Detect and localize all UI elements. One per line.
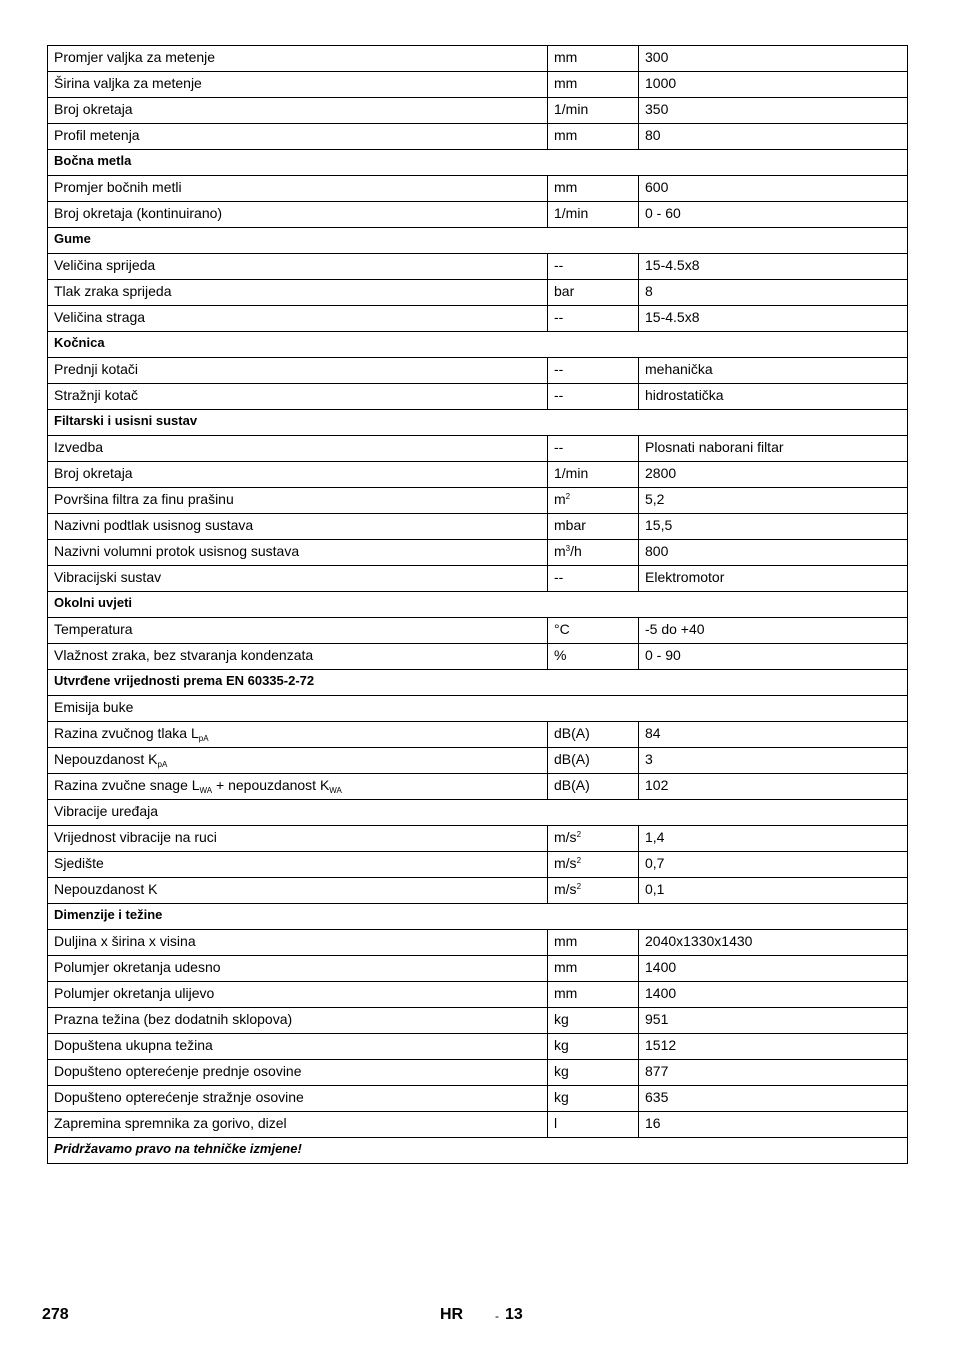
unit-text: %: [554, 647, 567, 663]
parameter-label: [48, 384, 548, 410]
value-cell: [639, 46, 908, 72]
value-text: hidrostatička: [645, 387, 724, 403]
value-cell: [639, 774, 908, 800]
unit-cell: [548, 306, 639, 332]
label-text: Okolni uvjeti: [54, 595, 133, 610]
label-text: Filtarski i usisni sustav: [54, 413, 198, 428]
parameter-label: [48, 1086, 548, 1112]
parameter-label: [48, 826, 548, 852]
value-cell: [639, 488, 908, 514]
label-text: Vlažnost zraka, bez stvaranja kondenzata: [54, 647, 314, 663]
value-text: 951: [645, 1011, 669, 1027]
value-cell: [639, 1008, 908, 1034]
value-cell: [639, 306, 908, 332]
value-cell: [639, 1034, 908, 1060]
label-text: Vrijednost vibracije na ruci: [54, 829, 217, 845]
table-row: [48, 618, 908, 644]
unit-text: mm: [554, 127, 578, 143]
value-text: 600: [645, 179, 669, 195]
unit-text: dB(A): [554, 751, 590, 767]
value-cell: [639, 384, 908, 410]
parameter-label: [48, 254, 548, 280]
value-cell: [639, 878, 908, 904]
unit-superscript: 3: [565, 544, 571, 553]
parameter-label: [48, 1060, 548, 1086]
label-text: Gume: [54, 231, 91, 246]
technical-data-body: [48, 46, 908, 1164]
parameter-label: [48, 852, 548, 878]
section-header: [48, 410, 908, 436]
unit-cell: [548, 1008, 639, 1034]
label-text: Stražnji kotač: [54, 387, 139, 403]
value-cell: [639, 566, 908, 592]
unit-text: kg: [554, 1011, 569, 1027]
value-text: Elektromotor: [645, 569, 725, 585]
label-text: Sjedište: [54, 855, 104, 871]
label-text: Vibracijski sustav: [54, 569, 162, 585]
table-row: [48, 124, 908, 150]
label-text: Pridržavamo pravo na tehničke izmjene!: [54, 1141, 302, 1156]
label-text: Razina zvučne snage L: [54, 777, 200, 793]
unit-cell: [548, 826, 639, 852]
unit-cell: [548, 1034, 639, 1060]
parameter-label: [48, 982, 548, 1008]
value-cell: [639, 98, 908, 124]
parameter-label: [48, 358, 548, 384]
unit-text: m/s: [554, 855, 577, 871]
value-cell: [639, 254, 908, 280]
unit-cell: [548, 722, 639, 748]
unit-text: °C: [554, 621, 570, 637]
table-row: [48, 176, 908, 202]
unit-text: 1/min: [554, 205, 589, 221]
table-row: [48, 280, 908, 306]
parameter-label: [48, 748, 548, 774]
unit-text: mm: [554, 985, 578, 1001]
label-text: Duljina x širina x visina: [54, 933, 196, 949]
label-text: Broj okretaja (kontinuirano): [54, 205, 223, 221]
label-text: Promjer bočnih metli: [54, 179, 182, 195]
label-text: Nazivni podtlak usisnog sustava: [54, 517, 254, 533]
parameter-label: [48, 124, 548, 150]
table-row: [48, 1060, 908, 1086]
table-row: [48, 1112, 908, 1138]
value-cell: [639, 202, 908, 228]
section-header-row: [48, 592, 908, 618]
unit-cell: [548, 566, 639, 592]
unit-text: m/s: [554, 881, 577, 897]
unit-superscript: 2: [576, 856, 582, 865]
unit-cell: [548, 540, 639, 566]
unit-cell: [548, 436, 639, 462]
subsection-label: [48, 800, 908, 826]
unit-text: m: [554, 491, 566, 507]
section-page-number: 13: [505, 1306, 523, 1323]
table-row: [48, 1034, 908, 1060]
label-text: Vibracije uređaja: [54, 803, 159, 819]
unit-cell: [548, 748, 639, 774]
value-text: 1400: [645, 959, 677, 975]
parameter-label: [48, 514, 548, 540]
unit-cell: [548, 1112, 639, 1138]
unit-cell: [548, 462, 639, 488]
unit-cell: [548, 98, 639, 124]
unit-cell: [548, 1060, 639, 1086]
parameter-label: [48, 644, 548, 670]
label-subscript: pA: [198, 734, 209, 743]
value-text: 102: [645, 777, 669, 793]
value-text: 635: [645, 1089, 669, 1105]
table-row: [48, 982, 908, 1008]
section-header-row: [48, 904, 908, 930]
label-text: Bočna metla: [54, 153, 132, 168]
label-text: Broj okretaja: [54, 101, 133, 117]
value-cell: [639, 982, 908, 1008]
value-cell: [639, 436, 908, 462]
value-cell: [639, 956, 908, 982]
value-cell: [639, 176, 908, 202]
label-text: Dopušteno opterećenje stražnje osovine: [54, 1089, 304, 1105]
table-row: [48, 46, 908, 72]
unit-cell: [548, 46, 639, 72]
unit-text-suffix: /h: [570, 543, 582, 559]
label-text: Prednji kotači: [54, 361, 139, 377]
label-text: Broj okretaja: [54, 465, 133, 481]
unit-cell: [548, 358, 639, 384]
table-row: [48, 488, 908, 514]
table-row: [48, 1008, 908, 1034]
language-code: HR: [440, 1306, 464, 1323]
label-text-continued: + nepouzdanost K: [212, 777, 330, 793]
value-cell: [639, 514, 908, 540]
unit-cell: [548, 384, 639, 410]
unit-cell: [548, 878, 639, 904]
value-text: 3: [645, 751, 653, 767]
table-row: [48, 644, 908, 670]
section-header-row: [48, 670, 908, 696]
unit-text: dB(A): [554, 777, 590, 793]
parameter-label: [48, 176, 548, 202]
label-text: Širina valjka za metenje: [54, 75, 202, 91]
value-text: 15,5: [645, 517, 673, 533]
parameter-label: [48, 722, 548, 748]
section-header: [48, 592, 908, 618]
value-text: 1512: [645, 1037, 677, 1053]
unit-cell: [548, 202, 639, 228]
unit-text: dB(A): [554, 725, 590, 741]
unit-cell: [548, 852, 639, 878]
value-cell: [639, 618, 908, 644]
value-cell: [639, 722, 908, 748]
parameter-label: [48, 540, 548, 566]
unit-text: mm: [554, 933, 578, 949]
unit-cell: [548, 176, 639, 202]
value-text: 877: [645, 1063, 669, 1079]
value-text: 84: [645, 725, 661, 741]
value-text: 1400: [645, 985, 677, 1001]
value-text: mehanička: [645, 361, 713, 377]
parameter-label: [48, 488, 548, 514]
unit-cell: [548, 124, 639, 150]
value-text: 80: [645, 127, 661, 143]
parameter-label: [48, 306, 548, 332]
label-text: Veličina sprijeda: [54, 257, 156, 273]
parameter-label: [48, 98, 548, 124]
table-row: [48, 306, 908, 332]
value-cell: [639, 1112, 908, 1138]
value-cell: [639, 930, 908, 956]
value-cell: [639, 280, 908, 306]
unit-text: 1/min: [554, 101, 589, 117]
parameter-label: [48, 462, 548, 488]
value-text: 8: [645, 283, 653, 299]
value-text: 5,2: [645, 491, 665, 507]
table-row: [48, 878, 908, 904]
label-text: Temperatura: [54, 621, 133, 637]
value-cell: [639, 72, 908, 98]
parameter-label: [48, 566, 548, 592]
parameter-label: [48, 956, 548, 982]
value-text: 0,7: [645, 855, 665, 871]
parameter-label: [48, 46, 548, 72]
unit-text: --: [554, 439, 564, 455]
table-row: [48, 202, 908, 228]
value-cell: [639, 644, 908, 670]
label-text: Zapremina spremnika za gorivo, dizel: [54, 1115, 287, 1131]
page-number: 278: [42, 1306, 69, 1323]
unit-text: mm: [554, 179, 578, 195]
unit-text: --: [554, 309, 564, 325]
value-cell: [639, 540, 908, 566]
unit-cell: [548, 1086, 639, 1112]
unit-cell: [548, 930, 639, 956]
subsection-label: [48, 696, 908, 722]
parameter-label: [48, 878, 548, 904]
table-row: [48, 956, 908, 982]
subsection-row: [48, 696, 908, 722]
label-text: Dimenzije i težine: [54, 907, 163, 922]
unit-text: --: [554, 569, 564, 585]
section-header: [48, 332, 908, 358]
label-text: Profil metenja: [54, 127, 140, 143]
table-row: [48, 540, 908, 566]
section-header-row: [48, 228, 908, 254]
label-text: Utvrđene vrijednosti prema EN 60335-2-72: [54, 673, 315, 688]
unit-text: l: [554, 1115, 558, 1131]
label-subscript: WA: [329, 786, 342, 795]
unit-text: --: [554, 387, 564, 403]
unit-text: kg: [554, 1063, 569, 1079]
label-text: Polumjer okretanja ulijevo: [54, 985, 215, 1001]
value-text: 1,4: [645, 829, 665, 845]
table-row: [48, 462, 908, 488]
unit-text: 1/min: [554, 465, 589, 481]
unit-text: kg: [554, 1037, 569, 1053]
table-row: [48, 358, 908, 384]
unit-cell: [548, 956, 639, 982]
label-text: Dopuštena ukupna težina: [54, 1037, 213, 1053]
value-cell: [639, 1086, 908, 1112]
parameter-label: [48, 774, 548, 800]
unit-text: --: [554, 361, 564, 377]
value-text: 1000: [645, 75, 677, 91]
unit-cell: [548, 644, 639, 670]
unit-cell: [548, 280, 639, 306]
unit-cell: [548, 982, 639, 1008]
section-header: [48, 150, 908, 176]
label-text: Polumjer okretanja udesno: [54, 959, 221, 975]
value-cell: [639, 358, 908, 384]
unit-superscript: 2: [565, 492, 571, 501]
table-row: [48, 514, 908, 540]
unit-text: mbar: [554, 517, 586, 533]
unit-cell: [548, 488, 639, 514]
label-text: Emisija buke: [54, 699, 134, 715]
unit-cell: [548, 774, 639, 800]
table-row: [48, 566, 908, 592]
value-text: 800: [645, 543, 669, 559]
unit-text: kg: [554, 1089, 569, 1105]
section-header: [48, 904, 908, 930]
value-text: 0,1: [645, 881, 665, 897]
table-row: [48, 72, 908, 98]
label-text: Razina zvučnog tlaka L: [54, 725, 199, 741]
section-header-row: [48, 410, 908, 436]
value-text: 300: [645, 49, 669, 65]
parameter-label: [48, 202, 548, 228]
parameter-label: [48, 72, 548, 98]
table-row: [48, 436, 908, 462]
label-text: Kočnica: [54, 335, 105, 350]
unit-text: m/s: [554, 829, 577, 845]
value-cell: [639, 826, 908, 852]
table-row: [48, 722, 908, 748]
note-row: [48, 1138, 908, 1164]
value-text: -5 do +40: [645, 621, 705, 637]
label-text: Nepouzdanost K: [54, 751, 158, 767]
technical-data-table: [47, 45, 908, 1164]
value-text: 16: [645, 1115, 661, 1131]
unit-cell: [548, 254, 639, 280]
label-text: Tlak zraka sprijeda: [54, 283, 172, 299]
value-cell: [639, 462, 908, 488]
unit-cell: [548, 514, 639, 540]
page-separator: -: [495, 1309, 499, 1323]
table-row: [48, 98, 908, 124]
subsection-row: [48, 800, 908, 826]
parameter-label: [48, 1034, 548, 1060]
table-row: [48, 384, 908, 410]
value-cell: [639, 852, 908, 878]
parameter-label: [48, 1112, 548, 1138]
value-cell: [639, 748, 908, 774]
table-row: [48, 930, 908, 956]
label-subscript: pA: [157, 760, 168, 769]
table-row: [48, 774, 908, 800]
parameter-label: [48, 436, 548, 462]
value-text: 15-4.5x8: [645, 257, 700, 273]
value-text: 15-4.5x8: [645, 309, 700, 325]
label-text: Dopušteno opterećenje prednje osovine: [54, 1063, 302, 1079]
value-text: 350: [645, 101, 669, 117]
value-text: Plosnati naborani filtar: [645, 439, 784, 455]
unit-text: mm: [554, 49, 578, 65]
parameter-label: [48, 618, 548, 644]
unit-text: bar: [554, 283, 575, 299]
value-cell: [639, 124, 908, 150]
section-header-row: [48, 332, 908, 358]
table-row: [48, 826, 908, 852]
unit-superscript: 2: [576, 830, 582, 839]
table-row: [48, 852, 908, 878]
table-row: [48, 748, 908, 774]
value-text: 0 - 90: [645, 647, 681, 663]
section-header-row: [48, 150, 908, 176]
value-text: 0 - 60: [645, 205, 681, 221]
unit-cell: [548, 618, 639, 644]
unit-text: --: [554, 257, 564, 273]
parameter-label: [48, 1008, 548, 1034]
parameter-label: [48, 280, 548, 306]
label-text: Nepouzdanost K: [54, 881, 158, 897]
section-header: [48, 228, 908, 254]
unit-superscript: 2: [576, 882, 582, 891]
section-header: [48, 670, 908, 696]
label-text: Izvedba: [54, 439, 104, 455]
value-text: 2800: [645, 465, 677, 481]
label-text: Promjer valjka za metenje: [54, 49, 216, 65]
label-subscript: WA: [199, 786, 213, 795]
value-cell: [639, 1060, 908, 1086]
unit-text: m: [554, 543, 566, 559]
table-row: [48, 1086, 908, 1112]
unit-text: mm: [554, 75, 578, 91]
unit-text: mm: [554, 959, 578, 975]
label-text: Nazivni volumni protok usisnog sustava: [54, 543, 300, 559]
unit-cell: [548, 72, 639, 98]
parameter-label: [48, 930, 548, 956]
table-row: [48, 254, 908, 280]
label-text: Veličina straga: [54, 309, 146, 325]
technical-note: [48, 1138, 908, 1164]
label-text: Prazna težina (bez dodatnih sklopova): [54, 1011, 293, 1027]
label-text: Površina filtra za finu prašinu: [54, 491, 234, 507]
value-text: 2040x1330x1430: [645, 933, 753, 949]
